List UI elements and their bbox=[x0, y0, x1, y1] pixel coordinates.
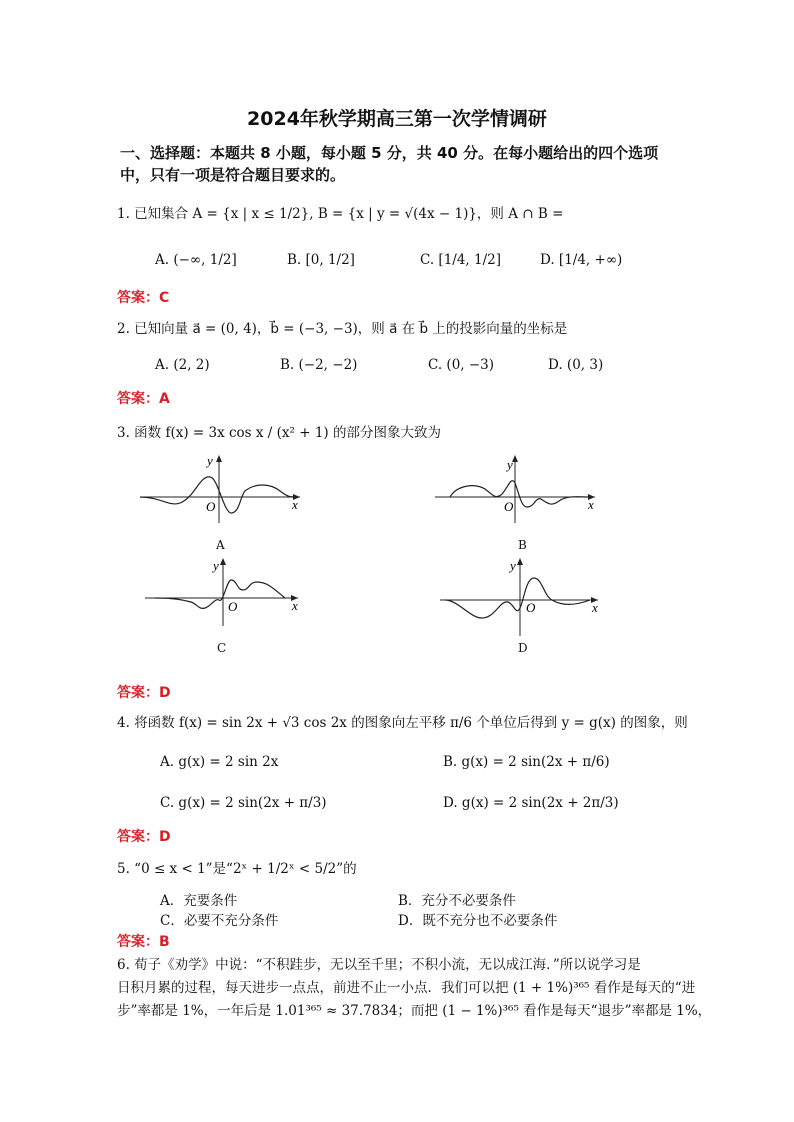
question-4-stem: 4. 将函数 f(x) = sin 2x + √3 cos 2x 的图象向左平移 π/6 个单位后得到 y = g(x) 的图象，则 bbox=[117, 715, 688, 731]
question-2-option-b: B. (−2, −2) bbox=[280, 357, 358, 373]
question-5-option-d: D．既不充分也不必要条件 bbox=[398, 913, 558, 929]
graph-d-caption: D bbox=[518, 641, 528, 655]
graph-c-y-label: y bbox=[213, 558, 219, 573]
question-1-option-b: B. [0, 1/2] bbox=[287, 252, 355, 268]
question-4-option-b: B. g(x) = 2 sin(2x + π/6) bbox=[443, 754, 610, 770]
question-3-stem: 3. 函数 f(x) = 3x cos x / (x² + 1) 的部分图象大致为 bbox=[117, 425, 441, 441]
section-heading-line1: 一、选择题：本题共 8 小题，每小题 5 分，共 40 分。在每小题给出的四个选项 bbox=[120, 144, 659, 162]
question-5-answer: 答案：B bbox=[117, 934, 170, 950]
question-3-answer: 答案：D bbox=[117, 685, 171, 701]
section-heading-line2: 中，只有一项是符合题目要求的。 bbox=[120, 166, 346, 184]
graph-d bbox=[440, 558, 605, 638]
question-1-option-a: A. (−∞, 1/2] bbox=[155, 252, 237, 268]
graph-a-caption: A bbox=[216, 538, 225, 552]
question-2-answer: 答案：A bbox=[117, 391, 170, 407]
graph-b-origin-label: O bbox=[504, 499, 514, 514]
graph-a bbox=[140, 455, 310, 525]
graph-a-y-label: y bbox=[207, 453, 213, 468]
graph-a-x-label: x bbox=[292, 497, 298, 512]
page-title: 2024年秋学期高三第一次学情调研 bbox=[247, 108, 547, 130]
question-2-option-a: A. (2, 2) bbox=[155, 357, 210, 373]
graph-a-origin-label: O bbox=[206, 499, 216, 514]
graph-b bbox=[435, 455, 605, 525]
question-1-answer: 答案：C bbox=[117, 290, 170, 306]
question-2-stem: 2. 已知向量 a⃗ = (0, 4)，b⃗ = (−3, −3)，则 a⃗ 在 b⃗ 上的投影向量的坐标是 bbox=[117, 321, 568, 337]
graph-d-origin-label: O bbox=[526, 600, 536, 615]
question-5-option-b: B．充分不必要条件 bbox=[398, 893, 516, 909]
question-5-stem: 5. “0 ≤ x < 1”是“2ˣ + 1/2ˣ < 5/2”的 bbox=[117, 861, 357, 877]
question-4-answer: 答案：D bbox=[117, 829, 171, 845]
question-4-option-c: C. g(x) = 2 sin(2x + π/3) bbox=[160, 795, 327, 811]
graph-c-caption: C bbox=[217, 641, 227, 655]
question-1-option-c: C. [1/4, 1/2] bbox=[420, 252, 501, 268]
graph-d-x-label: x bbox=[592, 600, 598, 615]
question-6-line1: 6. 荀子《劝学》中说：“不积跬步，无以至千里；不积小流，无以成江海．”所以说学习是 bbox=[117, 957, 641, 973]
question-2-option-d: D. (0, 3) bbox=[548, 357, 604, 373]
question-6-line3: 步”率都是 1%，一年后是 1.01³⁶⁵ ≈ 37.7834；而把 (1 − 1%)³⁶⁵ 看作是每天“退步”率都是 1%， bbox=[117, 1003, 712, 1019]
graph-d-y-label: y bbox=[510, 558, 516, 573]
graph-b-y-label: y bbox=[507, 457, 513, 472]
question-4-option-a: A. g(x) = 2 sin 2x bbox=[160, 754, 279, 770]
graph-c-x-label: x bbox=[292, 598, 298, 613]
graph-b-x-label: x bbox=[588, 497, 594, 512]
graph-c bbox=[145, 558, 310, 628]
question-5-option-c: C．必要不充分条件 bbox=[160, 913, 279, 929]
question-5-option-a: A．充要条件 bbox=[160, 893, 238, 909]
question-4-option-d: D. g(x) = 2 sin(2x + 2π/3) bbox=[443, 795, 619, 811]
graph-b-caption: B bbox=[518, 538, 527, 552]
graph-c-origin-label: O bbox=[228, 599, 238, 614]
question-6-line2: 日积月累的过程，每天进步一点点，前进不止一小点．我们可以把 (1 + 1%)³⁶⁵ 看作是每天的“进 bbox=[117, 980, 696, 996]
question-1-stem: 1. 已知集合 A = {x | x ≤ 1/2}, B = {x | y = √(4x − 1)}，则 A ∩ B = bbox=[117, 206, 564, 222]
question-2-option-c: C. (0, −3) bbox=[428, 357, 495, 373]
question-1-option-d: D. [1/4, +∞) bbox=[540, 252, 623, 268]
